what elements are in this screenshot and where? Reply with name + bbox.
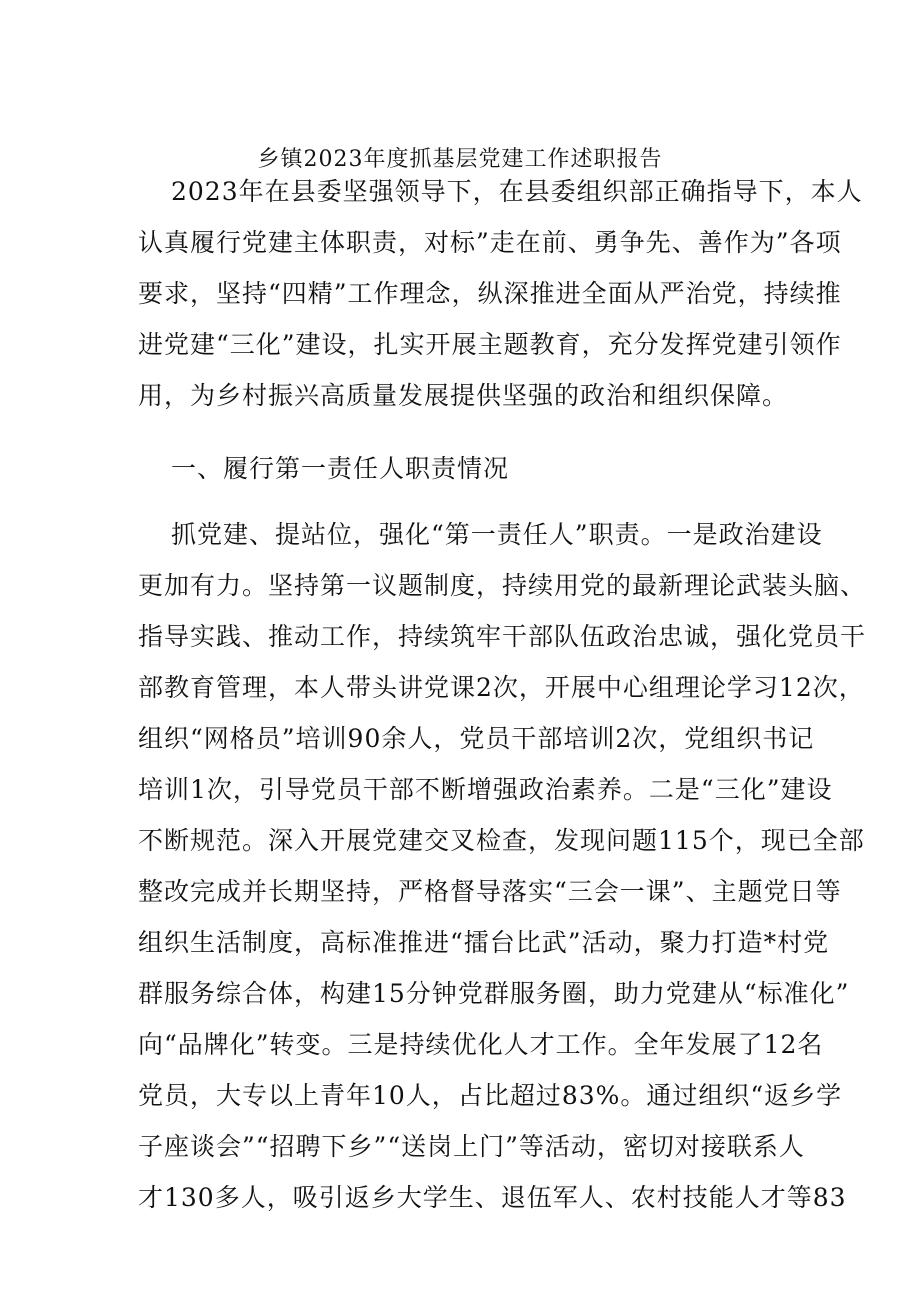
- body-line: 党员，大专以上青年10人，占比超过83%。通过组织“返乡学: [138, 1081, 843, 1110]
- body-line: 向“品牌化”转变。三是持续优化人才工作。全年发展了12名: [138, 1030, 824, 1059]
- body-line: 部教育管理，本人带头讲党课2次，开展中心组理论学习12次，: [138, 673, 865, 702]
- intro-line: 2023年在县委坚强领导下，在县委组织部正确指导下，本人: [171, 177, 863, 206]
- body-line: 抓党建、提站位，强化“第一责任人”职责。一是政治建设: [171, 520, 823, 549]
- body-line: 培训1次，引导党员干部不断增强政治素养。二是“三化”建设: [138, 775, 833, 804]
- body-line: 组织“网格员”培训90余人，党员干部培训2次，党组织书记: [138, 724, 815, 753]
- body-line: 组织生活制度，高标准推进“擂台比武”活动，聚力打造*村党: [138, 928, 830, 957]
- body-line: 才130多人，吸引返乡大学生、退伍军人、农村技能人才等83: [138, 1183, 847, 1212]
- body-line: 群服务综合体，构建15分钟党群服务圈，助力党建从“标准化”: [138, 979, 850, 1008]
- section-heading: 一、履行第一责任人职责情况: [171, 454, 510, 483]
- section-heading-block: [138, 443, 798, 494]
- body-line: 子座谈会”“招聘下乡”“送岗上门”等活动，密切对接联系人: [138, 1132, 805, 1161]
- body-line: 整改完成并长期坚持，严格督导落实“三会一课”、主题党日等: [138, 877, 842, 906]
- body-line: 指导实践、推动工作，持续筑牢干部队伍政治忠诚，强化党员干: [138, 622, 867, 651]
- intro-line: 要求，坚持“四精”工作理念，纵深推进全面从严治党，持续推: [138, 279, 842, 308]
- document-title: 乡镇2023年度抓基层党建工作述职报告: [257, 147, 663, 172]
- body-line: 更加有力。坚持第一议题制度，持续用党的最新理论武装头脑、: [138, 571, 867, 600]
- intro-line: 认真履行党建主体职责，对标”走在前、勇争先、善作为”各项: [138, 228, 842, 257]
- body-line: 不断规范。深入开展党建交叉检查，发现问题115个，现已全部: [138, 826, 865, 855]
- intro-line: 进党建“三化”建设，扎实开展主题教育，充分发挥党建引领作: [138, 330, 842, 359]
- intro-line: 用，为乡村振兴高质量发展提供坚强的政治和组织保障。: [138, 381, 789, 410]
- intro-paragraph: [138, 166, 863, 421]
- body-paragraph: [138, 509, 867, 1223]
